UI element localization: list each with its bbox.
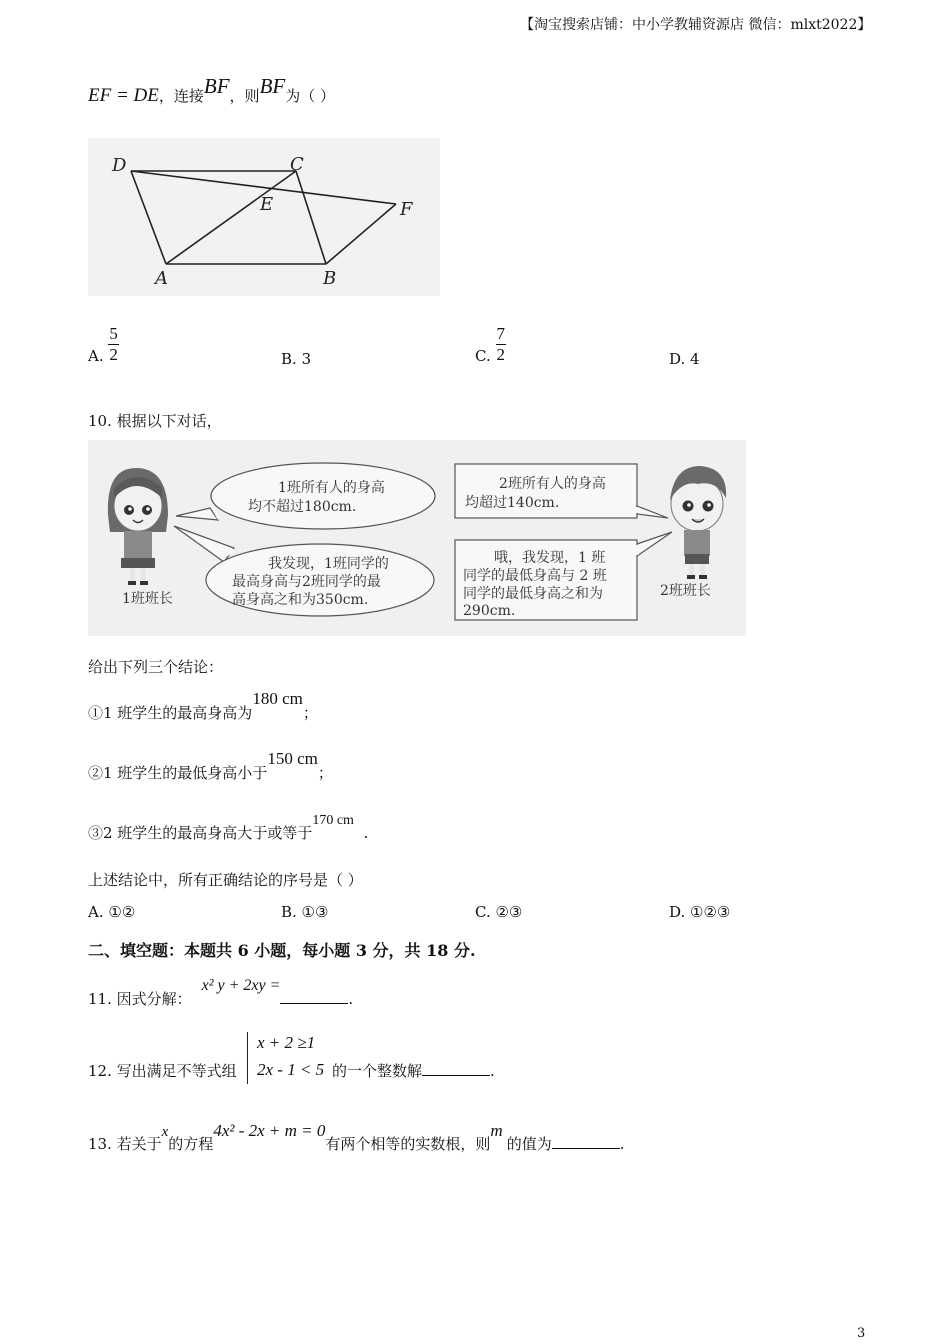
option-value: 4 <box>690 350 700 368</box>
q12-end: . <box>490 1062 495 1080</box>
q11-text: 11. 因式分解： <box>88 990 192 1008</box>
figure-background <box>88 138 440 296</box>
q13-answer-blank[interactable] <box>552 1134 620 1149</box>
q11-expression: x² y + 2xy = <box>201 977 281 994</box>
q9-condition: EF = DE <box>88 85 159 106</box>
box1-line1: 2班所有人的身高 <box>499 476 606 492</box>
bubble1-line2: 均不超过180cm. <box>248 499 357 515</box>
q9-var-bf-1: BF <box>203 74 230 98</box>
box1-line2: 均超过140cm. <box>465 495 560 511</box>
q10-dialogue-illustration <box>88 440 746 636</box>
q12-answer-blank[interactable] <box>422 1061 490 1076</box>
conclusion-value: 180 cm <box>252 689 303 708</box>
q10-ask: 上述结论中，所有正确结论的序号是（ ） <box>88 871 363 889</box>
q9-option-b[interactable] <box>281 350 311 368</box>
label-e: E <box>260 194 274 215</box>
q13-text-4: 的值为 <box>506 1135 552 1153</box>
conclusion-end: . <box>363 824 369 842</box>
conclusion-text: ①1 班学生的最高身高为 <box>88 704 253 722</box>
box2-line1: 哦，我发现，1 班 <box>494 550 606 566</box>
q10-stem: 10. 根据以下对话， <box>88 412 222 430</box>
conclusion-end: ； <box>317 764 333 782</box>
label-a: A <box>155 268 168 289</box>
q13-end: . <box>619 1135 625 1153</box>
q9-option-c[interactable] <box>475 324 506 365</box>
illustration-background <box>88 440 746 636</box>
q9-geometry-figure <box>88 138 440 296</box>
q13-var-m: m <box>490 1121 503 1140</box>
option-label: B. <box>281 350 297 368</box>
option-label: A. <box>88 346 104 365</box>
q12-inequality-1: x + 2 ≥1 <box>257 1033 316 1052</box>
q12-system-brace <box>247 1032 254 1084</box>
numerator: 5 <box>109 324 118 343</box>
page-number: 3 <box>857 1326 866 1341</box>
page-header: 【淘宝搜索店铺：中小学教辅资源店 微信：mlxt2022】 <box>520 17 872 33</box>
q10-option-c[interactable]: C. ②③ <box>475 903 523 921</box>
numerator: 7 <box>496 324 505 343</box>
q10-option-a[interactable]: A. ①② <box>88 903 136 921</box>
conclusion-text: ②1 班学生的最低身高小于 <box>88 764 268 782</box>
label-f: F <box>400 199 413 220</box>
q9-option-d[interactable] <box>669 350 700 368</box>
label-b: B <box>323 268 337 289</box>
box2-line2: 同学的最低身高与 2 班 <box>463 568 607 584</box>
q9-option-a[interactable] <box>88 324 119 365</box>
q9-var-bf-2: BF <box>259 74 286 98</box>
q13-text-3: 有两个相等的实数根，则 <box>325 1135 491 1153</box>
q10-conclusion-3 <box>88 808 369 842</box>
fraction-5-2 <box>108 324 119 365</box>
option-label: D. <box>669 350 686 368</box>
box2-line3: 同学的最低身高之和为 <box>463 586 603 602</box>
fraction-7-2 <box>496 324 507 365</box>
bubble2-line1: 我发现，1班同学的 <box>268 556 389 572</box>
q11 <box>88 974 354 1008</box>
conclusion-value: 170 cm <box>312 813 354 828</box>
q9-text-1: ，连接 <box>158 87 204 105</box>
q13-text-2: 的方程 <box>168 1135 214 1153</box>
label-d: D <box>112 155 127 176</box>
q10-conclusion-1 <box>88 688 318 722</box>
q10-option-d[interactable]: D. ①②③ <box>669 903 731 921</box>
q13-equation: 4x² - 2x + m = 0 <box>213 1121 326 1140</box>
q10-given: 给出下列三个结论： <box>88 658 224 676</box>
q13-var-x: x <box>161 1124 169 1140</box>
section-2-title: 二、填空题：本题共 6 小题，每小题 3 分，共 18 分. <box>88 941 476 960</box>
bubble1-line1: 1班所有人的身高 <box>278 480 385 496</box>
conclusion-value: 150 cm <box>267 749 318 768</box>
q12-after-text: 的一个整数解 <box>332 1062 423 1080</box>
q10-conclusion-2 <box>88 748 333 782</box>
q10-option-b[interactable]: B. ①③ <box>281 903 329 921</box>
denominator: 2 <box>109 345 118 364</box>
q13 <box>88 1120 625 1153</box>
box2-line4: 290cm. <box>463 603 516 619</box>
bubble2-line2: 最高身高与2班同学的最 <box>232 574 381 590</box>
q12-text: 12. 写出满足不等式组 <box>88 1062 237 1080</box>
option-label: C. <box>475 346 491 365</box>
q9-text-2: ，则 <box>229 87 260 105</box>
conclusion-text: ③2 班学生的最高身高大于或等于 <box>88 824 313 842</box>
option-value: 3 <box>301 350 312 368</box>
q13-text-1: 13. 若关于 <box>88 1135 162 1153</box>
q11-answer-blank[interactable] <box>280 989 348 1004</box>
q9-text-3: 为（ ） <box>285 87 335 105</box>
conclusion-end: ； <box>302 704 318 722</box>
q12-after <box>332 1060 495 1081</box>
q11-end: . <box>348 990 354 1008</box>
person1-label: 1班班长 <box>122 591 173 607</box>
person2-label: 2班班长 <box>660 583 711 599</box>
bubble2-line3: 高身高之和为350cm. <box>232 592 369 608</box>
denominator: 2 <box>496 345 505 364</box>
label-c: C <box>290 154 304 175</box>
q9-lead <box>88 74 335 107</box>
q12-inequality-2: 2x - 1 < 5 <box>257 1060 325 1079</box>
